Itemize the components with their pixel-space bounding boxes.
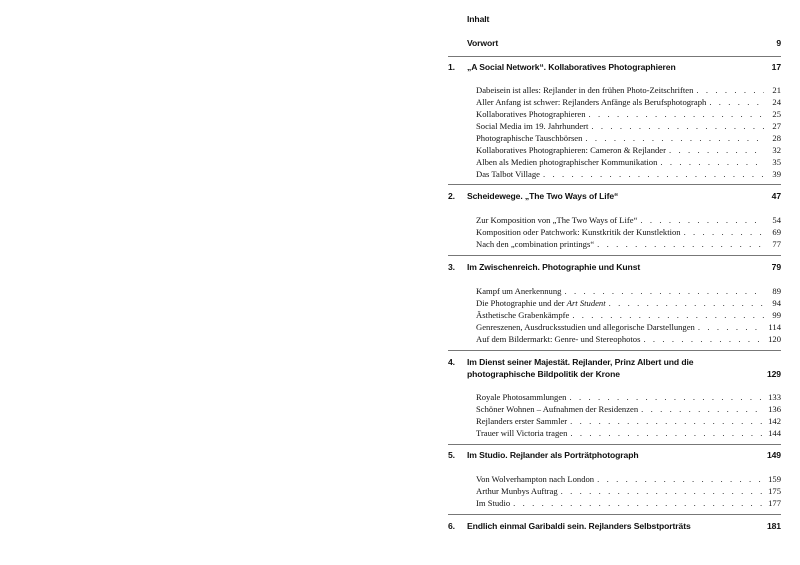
chapter-page: 129 [766,369,781,379]
chapter-page: 17 [771,62,781,72]
divider [448,350,781,351]
divider [448,514,781,515]
toc-entry: Zur Komposition von „The Two Ways of Life“ . . . 54 [476,215,781,226]
chapter-title: Scheidewege. „The Two Ways of Life“ [467,191,619,201]
toc-entry: Aller Anfang ist schwer: Rejlanders Anfänge als Berufsphotograph . . . 24 [476,97,781,108]
toc-entry: Die Photographie und der Art Student . . . 94 [476,298,781,309]
chapter-title: Endlich einmal Garibaldi sein. Rejlanders Selbstporträts [467,521,691,531]
divider [448,56,781,57]
toc-entry: Schöner Wohnen – Aufnahmen der Residenzen . . . 136 [476,404,781,415]
chapter-number: 4. [448,357,455,367]
toc-entry: Trauer will Victoria tragen . . . 144 [476,428,781,439]
divider [448,444,781,445]
chapter-number: 5. [448,450,455,460]
chapter-page: 149 [766,450,781,460]
toc-entry: Das Talbot Village . . . 39 [476,169,781,180]
chapter-number: 2. [448,191,455,201]
toc-entry: Royale Photosammlungen . . . 133 [476,392,781,403]
toc-entry: Alben als Medien photographischer Kommunikation . . . 35 [476,157,781,168]
toc-entry: Kollaboratives Photographieren . . . 25 [476,109,781,120]
divider [448,255,781,256]
toc-entry: Genreszenen, Ausdrucksstudien und allegorische Darstellungen . . . 114 [476,322,781,333]
chapter-title: Im Dienst seiner Majestät. Rejlander, Prinz Albert und die [467,357,694,367]
chapter-title: Im Studio. Rejlander als Porträtphotograph [467,450,639,460]
toc-entry: Im Studio . . . 177 [476,498,781,509]
chapter-title: „A Social Network“. Kollaboratives Photographieren [467,62,676,72]
toc-entry: Nach den „combination printings“ . . . 77 [476,239,781,250]
toc-entry: Komposition oder Patchwork: Kunstkritik der Kunstlektion . . . 69 [476,227,781,238]
preface-title: Vorwort [467,38,499,48]
toc-entry: Von Wolverhampton nach London . . . 159 [476,474,781,485]
divider [448,184,781,185]
preface-page: 9 [776,38,781,48]
toc-entry: Rejlanders erster Sammler . . . 142 [476,416,781,427]
toc-entry: Kampf um Anerkennung . . . 89 [476,286,781,297]
chapter-title: Im Zwischenreich. Photographie und Kunst [467,262,641,272]
toc-entry: Dabeisein ist alles: Rejlander in den frühen Photo-Zeitschriften . . . 21 [476,85,781,96]
toc-entry: Arthur Munbys Auftrag . . . 175 [476,486,781,497]
toc-heading: Inhalt [467,14,490,24]
chapter-number: 6. [448,521,455,531]
chapter-number: 1. [448,62,455,72]
chapter-number: 3. [448,262,455,272]
toc-entry: Ästhetische Grabenkämpfe . . . 99 [476,310,781,321]
toc-entry: Photographische Tauschbörsen . . . 28 [476,133,781,144]
chapter-title-line-2: photographische Bildpolitik der Krone [467,369,620,379]
chapter-page: 47 [771,191,781,201]
toc-entry: Kollaboratives Photographieren: Cameron & Rejlander . . . 32 [476,145,781,156]
chapter-page: 79 [771,262,781,272]
toc-entry: Auf dem Bildermarkt: Genre- und Stereophotos . . . 120 [476,334,781,345]
toc-entry: Social Media im 19. Jahrhundert . . . 27 [476,121,781,132]
chapter-page: 181 [766,521,781,531]
